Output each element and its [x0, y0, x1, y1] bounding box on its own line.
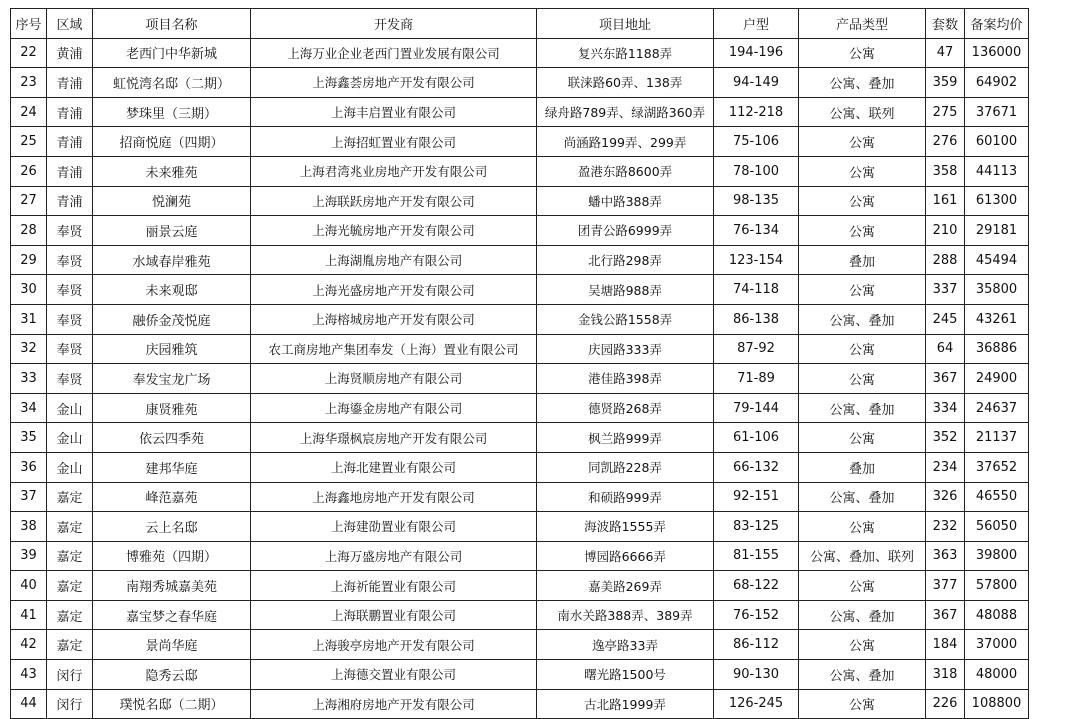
cell-project-name: 梦珠里（三期） — [93, 97, 251, 127]
cell-unit-count: 363 — [926, 541, 965, 571]
cell-developer: 上海北建置业有限公司 — [251, 452, 537, 482]
cell-unit-size: 123-154 — [714, 245, 799, 275]
cell-developer: 上海万盛房地产有限公司 — [251, 541, 537, 571]
cell-unit-size: 126-245 — [714, 689, 799, 719]
cell-address: 博园路6666弄 — [537, 541, 714, 571]
cell-address: 南水关路388弄、389弄 — [537, 600, 714, 630]
cell-product-type: 公寓 — [799, 364, 926, 394]
cell-project-name: 悦澜苑 — [93, 186, 251, 216]
cell-unit-size: 79-144 — [714, 393, 799, 423]
cell-project-name: 景尚华庭 — [93, 630, 251, 660]
cell-address: 德贤路268弄 — [537, 393, 714, 423]
cell-product-type: 公寓、联列 — [799, 97, 926, 127]
cell-district: 嘉定 — [47, 482, 93, 512]
cell-product-type: 公寓 — [799, 571, 926, 601]
cell-seq: 41 — [11, 600, 47, 630]
cell-developer: 上海榕城房地产开发有限公司 — [251, 304, 537, 334]
cell-district: 奉贤 — [47, 304, 93, 334]
cell-address: 曙光路1500号 — [537, 660, 714, 690]
cell-district: 闵行 — [47, 689, 93, 719]
cell-developer: 上海鑫地房地产开发有限公司 — [251, 482, 537, 512]
cell-address: 北行路298弄 — [537, 245, 714, 275]
cell-product-type: 公寓、叠加 — [799, 68, 926, 98]
table-row — [11, 630, 1029, 660]
cell-developer: 上海贤顺房地产有限公司 — [251, 364, 537, 394]
cell-avg-price: 46550 — [965, 482, 1029, 512]
header-seq: 序号 — [11, 9, 47, 39]
cell-product-type: 公寓、叠加 — [799, 393, 926, 423]
cell-unit-size: 78-100 — [714, 156, 799, 186]
cell-unit-size: 61-106 — [714, 423, 799, 453]
cell-unit-size: 90-130 — [714, 660, 799, 690]
cell-avg-price: 44113 — [965, 156, 1029, 186]
cell-developer: 上海湖胤房地产有限公司 — [251, 245, 537, 275]
cell-project-name: 云上名邸 — [93, 512, 251, 542]
cell-project-name: 丽景云庭 — [93, 216, 251, 246]
cell-address: 金钱公路1558弄 — [537, 304, 714, 334]
cell-unit-size: 71-89 — [714, 364, 799, 394]
cell-seq: 36 — [11, 452, 47, 482]
cell-unit-count: 318 — [926, 660, 965, 690]
cell-avg-price: 45494 — [965, 245, 1029, 275]
cell-address: 绿舟路789弄、绿湖路360弄 — [537, 97, 714, 127]
cell-unit-count: 232 — [926, 512, 965, 542]
cell-developer: 上海骏亭房地产开发有限公司 — [251, 630, 537, 660]
cell-seq: 38 — [11, 512, 47, 542]
cell-avg-price: 60100 — [965, 127, 1029, 157]
cell-developer: 上海丰启置业有限公司 — [251, 97, 537, 127]
cell-project-name: 招商悦庭（四期） — [93, 127, 251, 157]
cell-unit-size: 66-132 — [714, 452, 799, 482]
cell-project-name: 隐秀云邸 — [93, 660, 251, 690]
table-body — [11, 38, 1029, 719]
cell-unit-size: 76-152 — [714, 600, 799, 630]
cell-developer: 上海祈能置业有限公司 — [251, 571, 537, 601]
cell-unit-count: 367 — [926, 600, 965, 630]
cell-address: 枫兰路999弄 — [537, 423, 714, 453]
header-product-type: 产品类型 — [799, 9, 926, 39]
table-row — [11, 245, 1029, 275]
cell-district: 青浦 — [47, 68, 93, 98]
cell-unit-count: 358 — [926, 156, 965, 186]
cell-avg-price: 56050 — [965, 512, 1029, 542]
cell-unit-count: 334 — [926, 393, 965, 423]
cell-district: 嘉定 — [47, 600, 93, 630]
cell-unit-count: 288 — [926, 245, 965, 275]
table-row — [11, 393, 1029, 423]
cell-product-type: 叠加 — [799, 452, 926, 482]
cell-product-type: 公寓 — [799, 275, 926, 305]
cell-project-name: 博雅苑（四期） — [93, 541, 251, 571]
cell-seq: 43 — [11, 660, 47, 690]
cell-developer: 上海万业企业老西门置业发展有限公司 — [251, 38, 537, 68]
table-row — [11, 689, 1029, 719]
cell-seq: 31 — [11, 304, 47, 334]
cell-unit-size: 74-118 — [714, 275, 799, 305]
cell-product-type: 公寓 — [799, 512, 926, 542]
header-avg-price: 备案均价 — [965, 9, 1029, 39]
cell-address: 联涞路60弄、138弄 — [537, 68, 714, 98]
project-table — [10, 8, 1029, 719]
cell-unit-size: 75-106 — [714, 127, 799, 157]
header-developer: 开发商 — [251, 9, 537, 39]
cell-product-type: 公寓 — [799, 186, 926, 216]
cell-address: 蟠中路388弄 — [537, 186, 714, 216]
cell-address: 尚涵路199弄、299弄 — [537, 127, 714, 157]
cell-seq: 44 — [11, 689, 47, 719]
header-unit-count: 套数 — [926, 9, 965, 39]
cell-avg-price: 37652 — [965, 452, 1029, 482]
cell-product-type: 公寓、叠加、联列 — [799, 541, 926, 571]
table-row — [11, 275, 1029, 305]
cell-project-name: 峰范嘉苑 — [93, 482, 251, 512]
cell-developer: 上海光盛房地产开发有限公司 — [251, 275, 537, 305]
cell-product-type: 叠加 — [799, 245, 926, 275]
cell-address: 港佳路398弄 — [537, 364, 714, 394]
cell-unit-count: 184 — [926, 630, 965, 660]
cell-avg-price: 57800 — [965, 571, 1029, 601]
cell-unit-size: 68-122 — [714, 571, 799, 601]
cell-district: 奉贤 — [47, 245, 93, 275]
table-row — [11, 452, 1029, 482]
cell-unit-size: 76-134 — [714, 216, 799, 246]
cell-district: 青浦 — [47, 97, 93, 127]
cell-unit-count: 275 — [926, 97, 965, 127]
cell-district: 青浦 — [47, 186, 93, 216]
cell-avg-price: 36886 — [965, 334, 1029, 364]
cell-avg-price: 64902 — [965, 68, 1029, 98]
cell-product-type: 公寓、叠加 — [799, 600, 926, 630]
cell-developer: 上海招虹置业有限公司 — [251, 127, 537, 157]
cell-developer: 上海联鹏置业有限公司 — [251, 600, 537, 630]
cell-seq: 24 — [11, 97, 47, 127]
cell-unit-size: 94-149 — [714, 68, 799, 98]
cell-avg-price: 21137 — [965, 423, 1029, 453]
cell-unit-size: 87-92 — [714, 334, 799, 364]
table-row — [11, 541, 1029, 571]
cell-project-name: 水域春岸雅苑 — [93, 245, 251, 275]
cell-avg-price: 37671 — [965, 97, 1029, 127]
cell-address: 团青公路6999弄 — [537, 216, 714, 246]
cell-district: 青浦 — [47, 156, 93, 186]
cell-unit-count: 352 — [926, 423, 965, 453]
cell-seq: 30 — [11, 275, 47, 305]
cell-product-type: 公寓 — [799, 630, 926, 660]
cell-unit-size: 83-125 — [714, 512, 799, 542]
cell-district: 闵行 — [47, 660, 93, 690]
cell-seq: 34 — [11, 393, 47, 423]
cell-avg-price: 24900 — [965, 364, 1029, 394]
cell-project-name: 未来观邸 — [93, 275, 251, 305]
cell-address: 嘉美路269弄 — [537, 571, 714, 601]
cell-district: 嘉定 — [47, 512, 93, 542]
cell-seq: 26 — [11, 156, 47, 186]
header-unit-size: 户型 — [714, 9, 799, 39]
cell-unit-count: 234 — [926, 452, 965, 482]
cell-avg-price: 48088 — [965, 600, 1029, 630]
cell-unit-count: 47 — [926, 38, 965, 68]
cell-unit-size: 98-135 — [714, 186, 799, 216]
cell-product-type: 公寓 — [799, 38, 926, 68]
cell-avg-price: 136000 — [965, 38, 1029, 68]
cell-project-name: 依云四季苑 — [93, 423, 251, 453]
cell-unit-count: 245 — [926, 304, 965, 334]
cell-avg-price: 61300 — [965, 186, 1029, 216]
cell-district: 奉贤 — [47, 216, 93, 246]
cell-project-name: 康贤雅苑 — [93, 393, 251, 423]
table-row — [11, 304, 1029, 334]
cell-avg-price: 108800 — [965, 689, 1029, 719]
cell-address: 复兴东路1188弄 — [537, 38, 714, 68]
cell-seq: 27 — [11, 186, 47, 216]
cell-project-name: 嘉宝梦之春华庭 — [93, 600, 251, 630]
cell-unit-count: 377 — [926, 571, 965, 601]
cell-avg-price: 37000 — [965, 630, 1029, 660]
cell-district: 黄浦 — [47, 38, 93, 68]
table-row — [11, 156, 1029, 186]
cell-unit-count: 226 — [926, 689, 965, 719]
cell-project-name: 建邦华庭 — [93, 452, 251, 482]
cell-seq: 42 — [11, 630, 47, 660]
cell-project-name: 庆园雅筑 — [93, 334, 251, 364]
cell-address: 古北路1999弄 — [537, 689, 714, 719]
cell-seq: 25 — [11, 127, 47, 157]
cell-product-type: 公寓、叠加 — [799, 660, 926, 690]
table-row — [11, 660, 1029, 690]
table-row — [11, 423, 1029, 453]
header-address: 项目地址 — [537, 9, 714, 39]
cell-address: 盈港东路8600弄 — [537, 156, 714, 186]
cell-project-name: 未来雅苑 — [93, 156, 251, 186]
cell-seq: 32 — [11, 334, 47, 364]
cell-district: 嘉定 — [47, 630, 93, 660]
cell-product-type: 公寓 — [799, 127, 926, 157]
cell-product-type: 公寓、叠加 — [799, 304, 926, 334]
cell-seq: 37 — [11, 482, 47, 512]
cell-avg-price: 29181 — [965, 216, 1029, 246]
cell-project-name: 老西门中华新城 — [93, 38, 251, 68]
cell-district: 金山 — [47, 423, 93, 453]
cell-address: 庆园路333弄 — [537, 334, 714, 364]
cell-seq: 39 — [11, 541, 47, 571]
cell-address: 和硕路999弄 — [537, 482, 714, 512]
table-row — [11, 571, 1029, 601]
cell-product-type: 公寓 — [799, 689, 926, 719]
cell-developer: 上海建劭置业有限公司 — [251, 512, 537, 542]
cell-unit-count: 367 — [926, 364, 965, 394]
cell-unit-count: 337 — [926, 275, 965, 305]
cell-avg-price: 24637 — [965, 393, 1029, 423]
cell-developer: 上海湘府房地产开发有限公司 — [251, 689, 537, 719]
cell-district: 嘉定 — [47, 571, 93, 601]
cell-product-type: 公寓 — [799, 156, 926, 186]
cell-district: 奉贤 — [47, 364, 93, 394]
cell-address: 同凯路228弄 — [537, 452, 714, 482]
table-row — [11, 216, 1029, 246]
table-row — [11, 127, 1029, 157]
cell-avg-price: 48000 — [965, 660, 1029, 690]
cell-developer: 上海华璟枫宸房地产开发有限公司 — [251, 423, 537, 453]
cell-seq: 33 — [11, 364, 47, 394]
cell-unit-count: 161 — [926, 186, 965, 216]
cell-seq: 29 — [11, 245, 47, 275]
cell-project-name: 璞悦名邸（二期） — [93, 689, 251, 719]
cell-seq: 28 — [11, 216, 47, 246]
cell-unit-size: 81-155 — [714, 541, 799, 571]
cell-unit-count: 276 — [926, 127, 965, 157]
cell-seq: 23 — [11, 68, 47, 98]
cell-project-name: 融侨金茂悦庭 — [93, 304, 251, 334]
cell-developer: 上海鑫荟房地产开发有限公司 — [251, 68, 537, 98]
cell-avg-price: 39800 — [965, 541, 1029, 571]
cell-unit-size: 92-151 — [714, 482, 799, 512]
cell-district: 金山 — [47, 452, 93, 482]
table-row — [11, 38, 1029, 68]
cell-avg-price: 43261 — [965, 304, 1029, 334]
cell-district: 奉贤 — [47, 334, 93, 364]
cell-product-type: 公寓、叠加 — [799, 482, 926, 512]
table-row — [11, 364, 1029, 394]
cell-project-name: 虹悦湾名邸（二期） — [93, 68, 251, 98]
cell-developer: 上海联跃房地产开发有限公司 — [251, 186, 537, 216]
cell-unit-count: 64 — [926, 334, 965, 364]
table-row — [11, 68, 1029, 98]
cell-address: 海波路1555弄 — [537, 512, 714, 542]
header-district: 区域 — [47, 9, 93, 39]
cell-unit-count: 326 — [926, 482, 965, 512]
cell-district: 嘉定 — [47, 541, 93, 571]
table-container — [10, 8, 1029, 719]
cell-developer: 上海德交置业有限公司 — [251, 660, 537, 690]
table-row — [11, 334, 1029, 364]
cell-product-type: 公寓 — [799, 216, 926, 246]
cell-unit-count: 210 — [926, 216, 965, 246]
cell-developer: 上海鎏金房地产有限公司 — [251, 393, 537, 423]
cell-project-name: 奉发宝龙广场 — [93, 364, 251, 394]
table-row — [11, 600, 1029, 630]
cell-district: 青浦 — [47, 127, 93, 157]
cell-seq: 22 — [11, 38, 47, 68]
cell-district: 金山 — [47, 393, 93, 423]
cell-developer: 上海光毓房地产开发有限公司 — [251, 216, 537, 246]
cell-product-type: 公寓 — [799, 423, 926, 453]
cell-unit-size: 86-112 — [714, 630, 799, 660]
table-row — [11, 512, 1029, 542]
cell-project-name: 南翔秀城嘉美苑 — [93, 571, 251, 601]
cell-unit-size: 194-196 — [714, 38, 799, 68]
cell-product-type: 公寓 — [799, 334, 926, 364]
table-row — [11, 97, 1029, 127]
cell-unit-count: 359 — [926, 68, 965, 98]
cell-address: 吴塘路988弄 — [537, 275, 714, 305]
cell-developer: 上海君湾兆业房地产开发有限公司 — [251, 156, 537, 186]
cell-address: 逸亭路33弄 — [537, 630, 714, 660]
table-row — [11, 186, 1029, 216]
cell-unit-size: 86-138 — [714, 304, 799, 334]
cell-unit-size: 112-218 — [714, 97, 799, 127]
cell-district: 奉贤 — [47, 275, 93, 305]
cell-seq: 40 — [11, 571, 47, 601]
header-row — [11, 9, 1029, 39]
cell-developer: 农工商房地产集团奉发（上海）置业有限公司 — [251, 334, 537, 364]
header-project-name: 项目名称 — [93, 9, 251, 39]
cell-seq: 35 — [11, 423, 47, 453]
cell-avg-price: 35800 — [965, 275, 1029, 305]
table-row — [11, 482, 1029, 512]
